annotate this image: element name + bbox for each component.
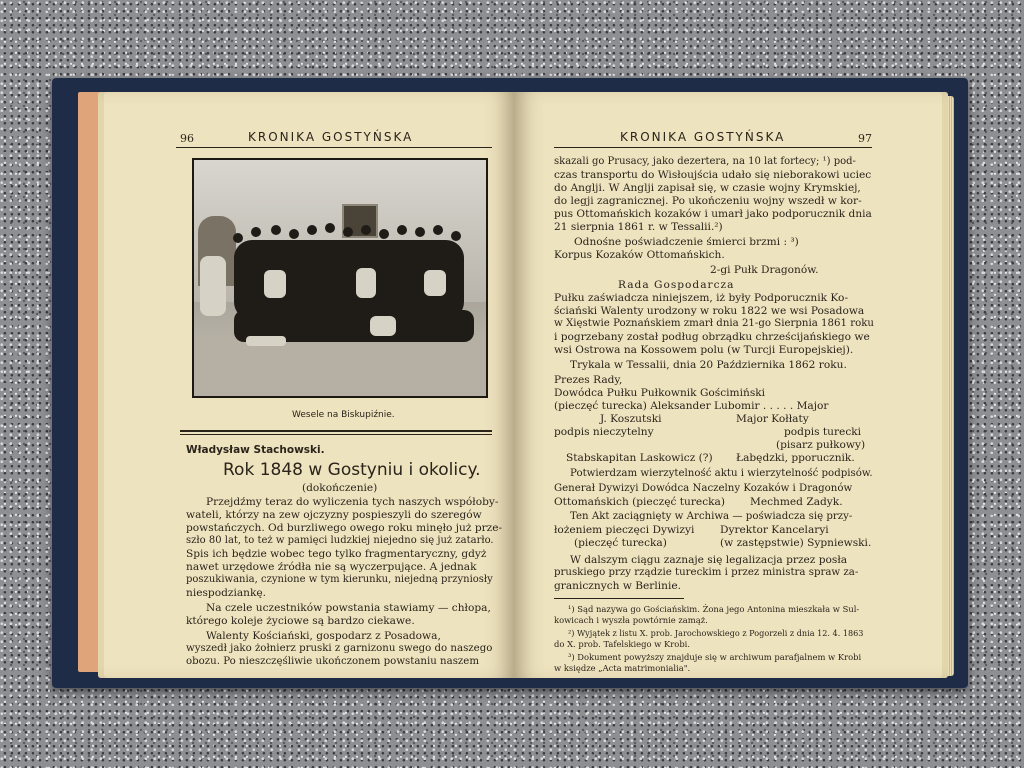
text-line: Korpus Kozaków Ottomańskich. xyxy=(554,249,725,261)
section-rule xyxy=(180,430,492,432)
text-line: Stabskapitan Laskowicz (?) xyxy=(566,452,713,464)
text-line: Odnośne poświadczenie śmierci brzmi : ³) xyxy=(574,236,799,248)
text-line: powstańczych. Od burzliwego owego roku minęło już prze- xyxy=(186,522,503,534)
text-line: Spis ich będzie wobec tego tylko fragmentaryczny, gdyż xyxy=(186,548,487,560)
text-line: Trykala w Tessalii, dnia 20 Października 1862 roku. xyxy=(570,359,847,371)
text-line: obozu. Po nieszczęśliwie ukończonem powstaniu naszem xyxy=(186,656,479,667)
page-number: 97 xyxy=(858,132,872,145)
text-line: niespodziankę. xyxy=(186,587,267,599)
text-line: Major Kołłaty xyxy=(736,413,809,425)
footnote-rule xyxy=(554,598,684,599)
text-line: podpis turecki xyxy=(784,426,862,438)
text-line: skazali go Prusacy, jako dezertera, na 10 lat fortecy; ¹) pod- xyxy=(554,156,856,167)
text-line: Rada Gospodarcza xyxy=(618,279,735,291)
text-line: Ten Akt zaciągnięty w Archiwa — poświadcza się przy- xyxy=(570,511,853,522)
text-line: i pogrzebany został podług obrządku chrześcijańskiego we xyxy=(554,331,870,343)
text-line: J. Koszutski xyxy=(600,413,662,425)
running-head: KRONIKA GOSTYŃSKA xyxy=(248,130,414,144)
text-line: Pułku zaświadcza niniejszem, iż były Podporucznik Ko- xyxy=(554,292,849,304)
text-line: pus Ottomańskich kozaków i umarł jako podporucznik dnia xyxy=(554,208,872,220)
text-line: wyszedł jako żołnierz pruski z garnizonu swego do naszego xyxy=(186,643,493,654)
text-line: ściański Walenty urodzony w roku 1822 we wsi Posadowa xyxy=(554,305,865,317)
text-line: wsi Ostrowa na Kossowem polu (w Turcji Europejskiej). xyxy=(554,344,854,356)
text-line: Przejdźmy teraz do wyliczenia tych naszych współoby- xyxy=(206,496,499,508)
footnote-line: ³) Dokument powyższy znajduje się w archiwum parafjalnem w Krobi xyxy=(568,652,862,662)
text-line: (pieczęć turecka) Aleksander Lubomir . . . . . Major xyxy=(554,400,829,412)
text-line: Dyrektor Kancelaryi xyxy=(720,524,829,536)
text-line: 2-gi Pułk Dragonów. xyxy=(710,264,819,276)
author-name: Władysław Stachowski. xyxy=(186,444,325,456)
text-line: Na czele uczestników powstania stawiamy — chłopa, xyxy=(206,602,491,614)
text-line: szło 80 lat, to też w pamięci ludzkiej niejedno się już zatarło. xyxy=(186,535,494,546)
text-line: Ottomańskich (pieczęć turecka) xyxy=(554,496,726,508)
text-line: Mechmed Zadyk. xyxy=(750,496,843,508)
text-line: do legji zagranicznej. Po ukończeniu wojny wszedł w kor- xyxy=(554,195,862,207)
left-page xyxy=(98,92,514,678)
wedding-photo xyxy=(192,158,488,398)
header-rule xyxy=(554,147,872,148)
text-line: poszukiwania, czynione w tym kierunku, niejedną przyniosły xyxy=(186,574,493,585)
text-line: wateli, którzy na zew ojczyzny pospieszyli do szeregów xyxy=(186,509,482,521)
footnote-line: kowicach i wyszła powtórnie zamąż. xyxy=(554,615,708,625)
text-line: Łabędzki, pporucznik. xyxy=(736,452,855,464)
text-line: (pieczęć turecka) xyxy=(574,537,667,549)
text-line: 21 sierpnia 1861 r. w Tessalii.²) xyxy=(554,221,723,233)
text-line: Prezes Rady, xyxy=(554,374,623,386)
text-line: Generał Dywizyi Dowódca Naczelny Kozaków i Dragonów xyxy=(554,483,853,494)
text-line: (pisarz pułkowy) xyxy=(776,439,866,451)
footnote-line: ¹) Sąd nazywa go Gościańskim. Żona jego Antonina mieszkała w Sul- xyxy=(568,604,860,614)
text-line: w Xięstwie Poznańskiem zmarł dnia 21-go Sierpnia 1861 roku xyxy=(554,318,874,329)
article-title: Rok 1848 w Gostyniu i okolicy. xyxy=(223,460,481,480)
running-head: KRONIKA GOSTYŃSKA xyxy=(620,130,786,144)
text-line: (w zastępstwie) Sypniewski. xyxy=(720,537,872,549)
text-line: Dowódca Pułku Pułkownik Gościmiński xyxy=(554,387,766,399)
text-line: łożeniem pieczęci Dywizyi xyxy=(554,524,695,536)
page-number: 96 xyxy=(180,132,194,145)
footnote-line: ²) Wyjątek z listu X. prob. Jarochowskiego z Pogorzeli z dnia 12. 4. 1863 xyxy=(568,628,864,638)
text-line: czas transportu do Wisłoujścia udało się nieborakowi uciec xyxy=(554,169,872,181)
text-line: którego koleje życiowe są bardzo ciekawe. xyxy=(186,615,415,627)
text-line: do Anglji. W Anglji zapisał się, w czasie wojny Krymskiej, xyxy=(554,182,861,194)
text-line: Potwierdzam wierzytelność aktu i wierzytelność podpisów. xyxy=(570,468,873,479)
text-line: W dalszym ciągu zaznaje się legalizacja przez posła xyxy=(570,554,848,566)
text-line: podpis nieczytelny xyxy=(554,426,654,438)
footnote-line: w księdze „Acta matrimonialia". xyxy=(554,663,691,673)
section-rule-thin xyxy=(180,434,492,435)
photo-caption: Wesele na Biskupiźnie. xyxy=(292,410,395,420)
article-subtitle: (dokończenie) xyxy=(302,482,378,494)
footnote-line: do X. prob. Tafelskiego w Krobi. xyxy=(554,639,691,649)
right-page xyxy=(514,92,948,678)
text-line: granicznych w Berlinie. xyxy=(554,580,681,592)
text-line: nawet urzędowe źródła nie są wyczerpujące. A jednak xyxy=(186,561,477,573)
header-rule xyxy=(176,147,492,148)
text-line: Walenty Kościański, gospodarz z Posadowa, xyxy=(206,630,441,642)
text-line: pruskiego przy rządzie tureckim i przez ministra spraw za- xyxy=(554,567,859,578)
